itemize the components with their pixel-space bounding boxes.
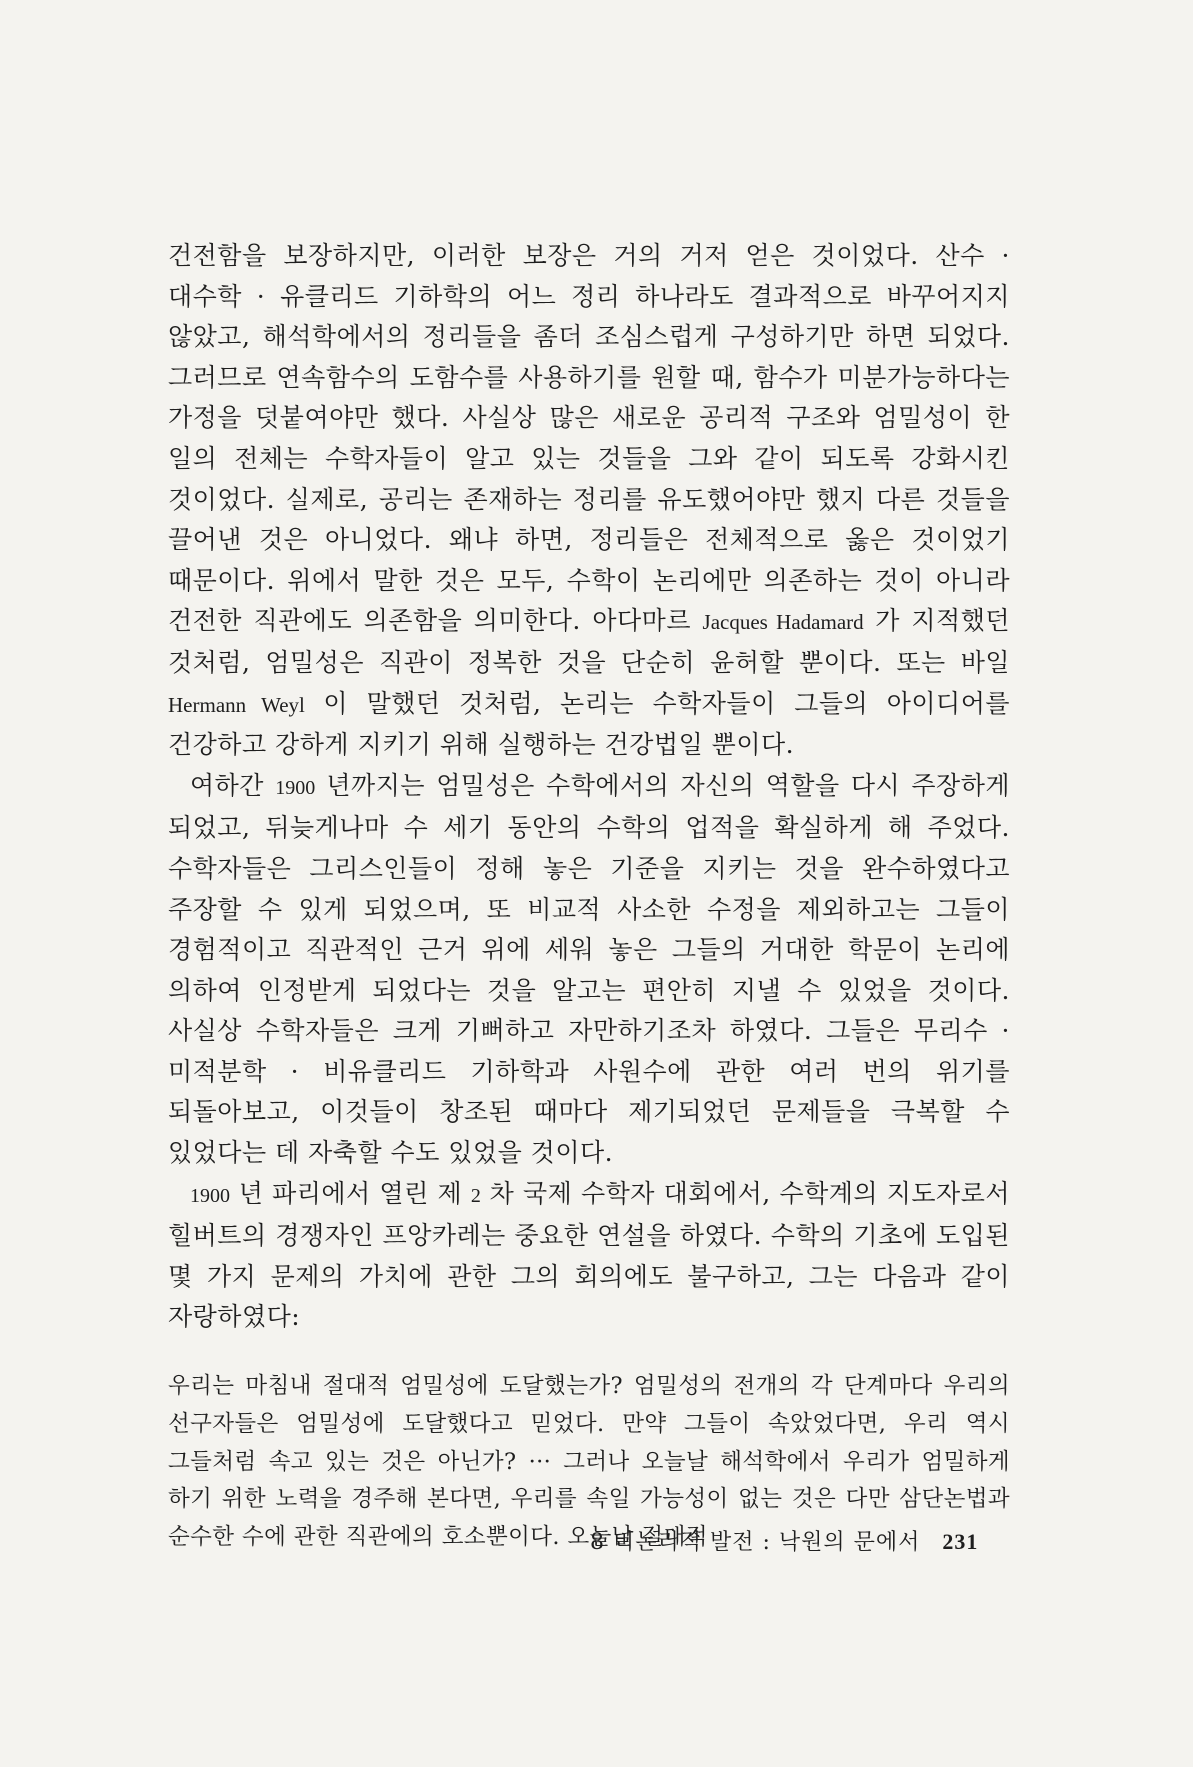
year-1900: 1900 bbox=[275, 776, 316, 799]
paragraph-1 bbox=[168, 236, 1010, 766]
paragraph-1-text-c: 이 말했던 것처럼, 논리는 수학자들이 그들의 아이디어를 건강하고 강하게 지키기 위해 실행하는 건강법일 뿐이다. bbox=[168, 688, 1010, 760]
paragraph-3-text-a: 년 파리에서 열린 제 bbox=[230, 1178, 471, 1208]
name-weyl: Hermann Weyl bbox=[168, 692, 305, 717]
paragraph-3-text-b: 차 국제 수학자 대회에서, 수학계의 지도자로서 힐버트의 경쟁자인 프앙카레는 중요한 연설을 하였다. 수학의 기초에 도입된 몇 가지 문제의 가치에 관한 그의 회의에도 불구하고, 그는 다음과 같이 자랑하였다: bbox=[168, 1178, 1011, 1332]
name-hadamard: Jacques Hadamard bbox=[702, 610, 864, 635]
congress-number: 2 bbox=[470, 1184, 481, 1207]
page-footer bbox=[590, 1525, 978, 1556]
paragraph-2 bbox=[168, 766, 1010, 1174]
chapter-title: 8 비논리적 발전 : 낙원의 문에서 bbox=[590, 1530, 921, 1555]
paragraph-1-text-b: 가 지적했던 것처럼, 엄밀성은 직관이 정복한 것을 단순히 윤허할 뿐이다. 또는 바일 bbox=[168, 606, 1010, 677]
block-quote: 우리는 마침내 절대적 엄밀성에 도달했는가? 엄밀성의 전개의 각 단계마다 우리의 선구자들은 엄밀성에 도달했다고 믿었다. 만약 그들이 속았었다면, 우리 역시 그들처럼 속고 있는 것은 아닌가? ··· 그러나 오늘날 해석학에서 우리가 엄밀하게 하기 위한 노력을 경주해 본다면, 우리를 속일 가능성이 없는 것은 다만 삼단논법과 순수한 수에 관한 직관에의 호소뿐이다. 오늘날 절대적 bbox=[168, 1373, 1010, 1551]
paragraph-2-text-b: 년까지는 엄밀성은 수학에서의 자신의 역할을 다시 주장하게 되었고, 뒤늦게나마 수 세기 동안의 수학의 업적을 확실하게 해 주었다. 수학자들은 그리스인들이 정해 놓은 기준을 지키는 것을 완수하였다고 주장할 수 있게 되었으며, 또 비교적 사소한 수정을 제외하고는 그들이 경험적이고 직관적인 근거 위에 세워 놓은 그들의 거대한 학문이 논리에 의하여 인정받게 되었다는 것을 알고는 편안히 지낼 수 있었을 것이다. 사실상 수학자들은 크게 기뻐하고 자만하기조차 하였다. 그들은 무리수 · 미적분학 · 비유클리드 기하학과 사원수에 관한 여러 번의 위기를 되돌아보고, 이것들이 창조된 때마다 제기되었던 문제들을 극복할 수 있었다는 데 자축할 수도 있었을 것이다. bbox=[168, 770, 1010, 1168]
paragraph-1-text-a: 건전함을 보장하지만, 이러한 보장은 거의 거저 얻은 것이었다. 산수 · 대수학 · 유클리드 기하학의 어느 정리 하나라도 결과적으로 바꾸어지지 않았고, 해석학에서의 정리들을 좀더 조심스럽게 구성하기만 하면 되었다. 그러므로 연속함수의 도함수를 사용하기를 원할 때, 함수가 미분가능하다는 가정을 덧붙여야만 했다. 사실상 많은 새로운 공리적 구조와 엄밀성이 한 일의 전체는 수학자들이 알고 있는 것들을 그와 같이 되도록 강화시킨 것이었다. 실제로, 공리는 존재하는 정리를 유도했어야만 했지 다른 것들을 끌어낸 것은 아니었다. 왜냐 하면, 정리들은 전체적으로 옳은 것이었기 때문이다. 위에서 말한 것은 모두, 수학이 논리에만 의존하는 것이 아니라 건전한 직관에도 의존함을 의미한다. 아다마르 bbox=[168, 241, 1010, 636]
year-1900-paris: 1900 bbox=[190, 1184, 230, 1207]
paragraph-2-text-a: 여하간 bbox=[190, 770, 276, 800]
paragraph-3 bbox=[168, 1174, 1010, 1338]
body-text bbox=[168, 236, 1010, 1557]
page-number: 231 bbox=[942, 1529, 979, 1554]
